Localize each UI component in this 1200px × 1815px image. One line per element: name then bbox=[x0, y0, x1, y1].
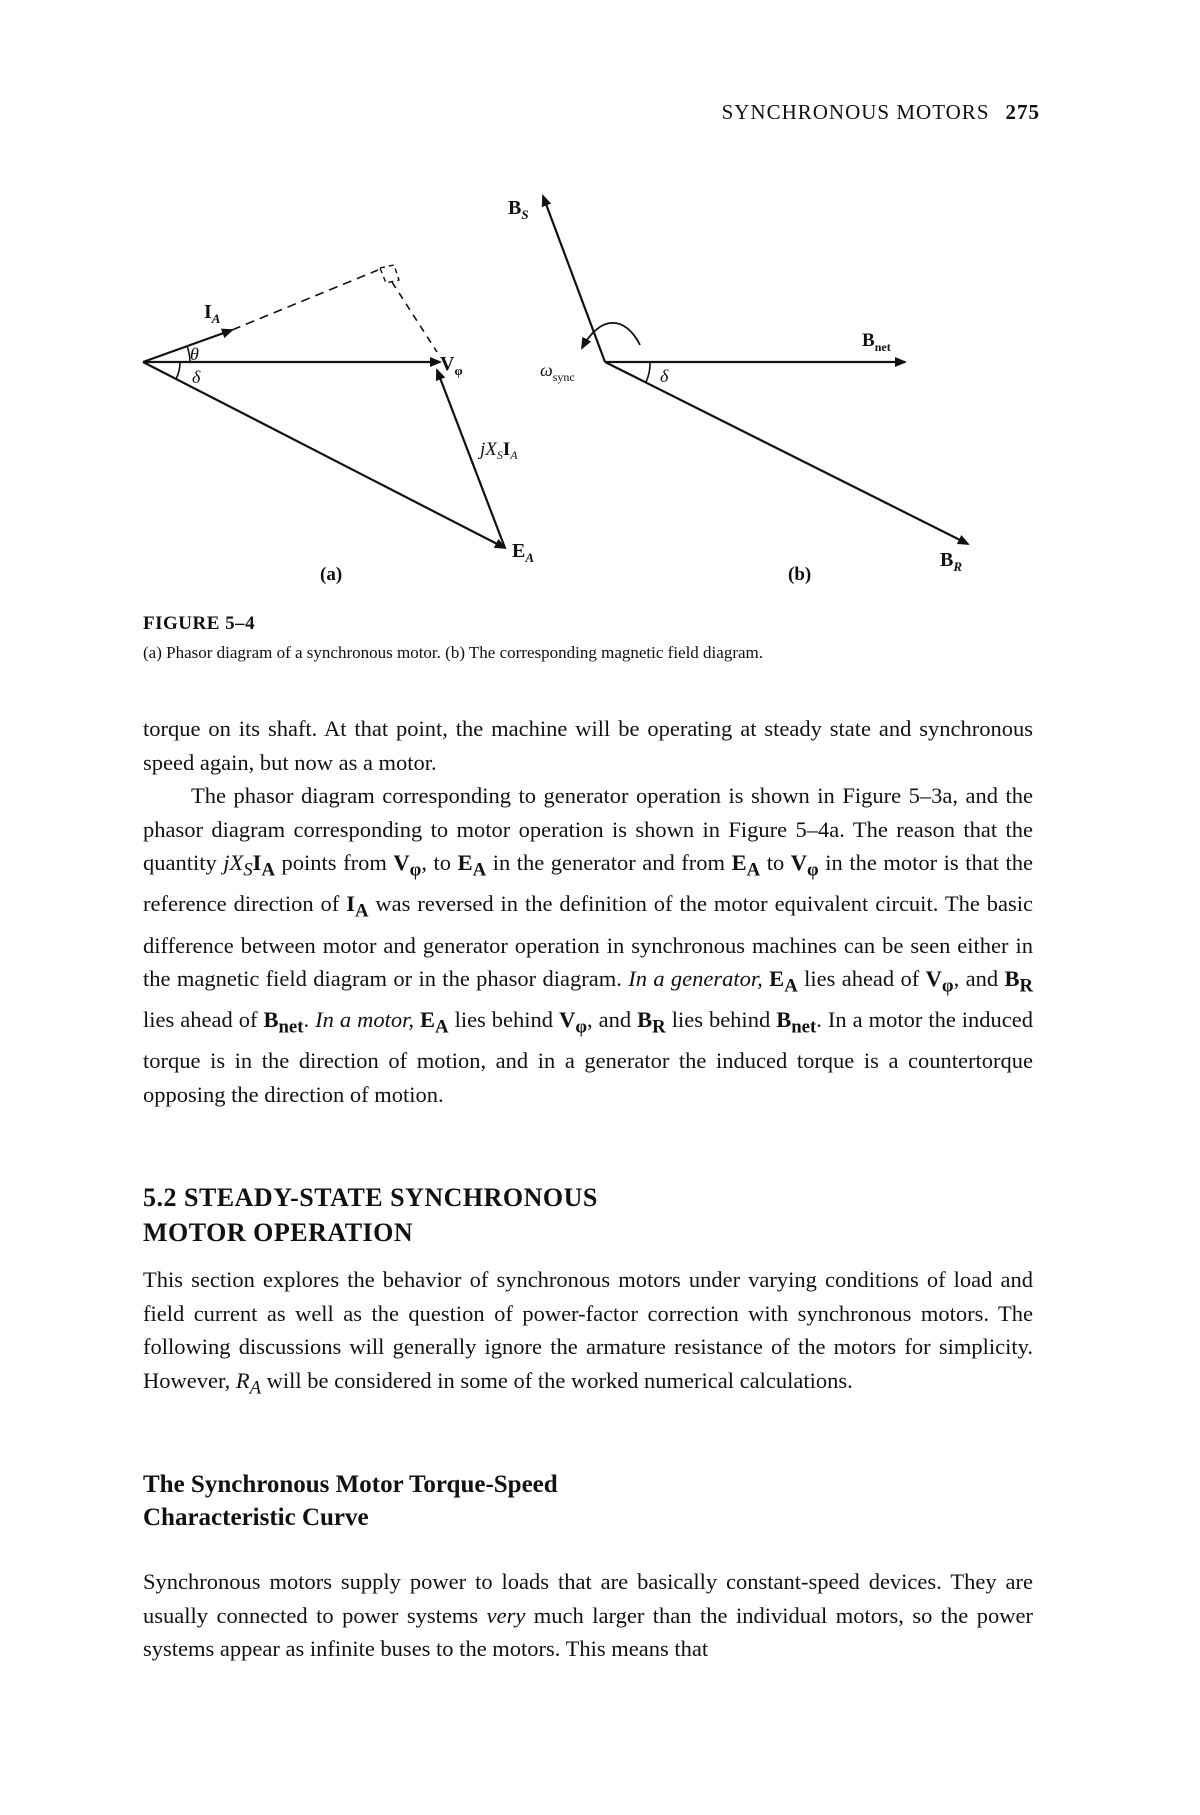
section-heading-line-2: MOTOR OPERATION bbox=[143, 1218, 414, 1247]
p2-italic-generator: In a generator, bbox=[628, 966, 770, 992]
paragraph-4 bbox=[143, 1565, 1033, 1666]
br-label: $B_R$ bbox=[940, 549, 963, 574]
field-diagram-b bbox=[543, 196, 968, 544]
vphi-term: $V_\varphi$ bbox=[393, 850, 422, 881]
omega-sync-label: $\omega_{sync}$ bbox=[540, 360, 575, 384]
p4-text-2: much larger than the individual motors, so the power systems appear as infinite buses to the motors. This means that bbox=[143, 1602, 1033, 1662]
phasor-diagram-a bbox=[143, 265, 505, 548]
p2-text-12: lies behind bbox=[448, 1007, 560, 1033]
figure-caption-title: FIGURE 5–4 bbox=[143, 613, 256, 634]
label-b: (b) bbox=[788, 564, 812, 585]
p3-text-2: will be considered in some of the worked numerical calculations. bbox=[261, 1367, 853, 1393]
p2-text-1: The phasor diagram corresponding to generator operation is shown in Figure 5–3a, and the phasor diagram corresponding to motor operation is shown in Figure 5–4a. The reason that the quantity bbox=[143, 783, 1033, 876]
vphi-term: $V_\varphi$ bbox=[790, 850, 819, 881]
ia-dashed-extension bbox=[232, 270, 378, 330]
p2-text-13: , and bbox=[587, 1007, 638, 1033]
ia-term: $I_A$ bbox=[346, 891, 369, 922]
vphi-term: $V_\varphi$ bbox=[559, 1007, 588, 1038]
right-angle-mark bbox=[380, 265, 399, 283]
section-heading bbox=[143, 1180, 598, 1250]
perpendicular-dashed bbox=[392, 282, 437, 352]
p2-text-4: in the generator and from bbox=[486, 850, 732, 876]
paragraph-3 bbox=[143, 1263, 1033, 1405]
br-term: $B_R$ bbox=[1004, 966, 1033, 997]
p2-text-5: to bbox=[760, 850, 791, 876]
running-title: SYNCHRONOUS MOTORS bbox=[721, 100, 990, 124]
p2-text-11: . bbox=[303, 1007, 316, 1033]
p2-text-14: lies behind bbox=[665, 1007, 777, 1033]
ea-term: $E_A$ bbox=[457, 850, 487, 881]
p2-italic-motor: In a motor, bbox=[315, 1007, 420, 1033]
br-term: $B_R$ bbox=[637, 1007, 666, 1038]
subsection-heading-line-1: The Synchronous Motor Torque-Speed bbox=[143, 1471, 558, 1498]
bnet-term: $B_{net}$ bbox=[263, 1007, 304, 1038]
p2-text-7: was reversed in the definition of the motor equivalent circuit. The basic difference between motor and generator operation in synchronous machines can be seen either in the magnetic field diagram or in the phasor diagram. bbox=[143, 891, 1033, 992]
bnet-term: $B_{net}$ bbox=[776, 1007, 817, 1038]
body-paragraphs bbox=[143, 712, 1033, 1112]
p2-text-15: . In a motor the induced torque is in the direction of motion, and in a generator the induced torque is a countertorque opposing the direction of motion. bbox=[143, 1007, 1034, 1107]
bs-vector bbox=[543, 196, 605, 362]
br-vector bbox=[605, 362, 968, 544]
p2-text-6: in the motor is that the reference direction of bbox=[143, 850, 1033, 917]
ea-term: $E_A$ bbox=[731, 850, 761, 881]
jxs-term: $jX_S$ bbox=[223, 850, 253, 881]
p2-text-3: , to bbox=[421, 850, 458, 876]
p2-text-2: points from bbox=[274, 850, 394, 876]
paragraph-1: torque on its shaft. At that point, the machine will be operating at steady state and synchronous speed again, but now as a motor. bbox=[143, 716, 1033, 775]
delta-arc-b bbox=[646, 362, 650, 382]
subsection-heading-line-2: Characteristic Curve bbox=[143, 1504, 369, 1531]
section-heading-line-1: 5.2 STEADY-STATE SYNCHRONOUS bbox=[143, 1183, 598, 1212]
ia-label: $I_A$ bbox=[204, 301, 221, 326]
theta-label: θ bbox=[190, 344, 199, 364]
delta-label-b: δ bbox=[660, 366, 669, 386]
ea-label: $E_A$ bbox=[512, 540, 535, 565]
ia-term: $I_A$ bbox=[252, 850, 275, 881]
p2-text-9: , and bbox=[953, 966, 1005, 992]
vphi-term: $V_\varphi$ bbox=[925, 966, 954, 997]
ra-term: $R_A$ bbox=[235, 1367, 262, 1399]
paragraph-2 bbox=[143, 779, 1033, 1111]
p4-italic-very: very bbox=[486, 1602, 526, 1628]
delta-label-a: δ bbox=[192, 367, 201, 387]
ea-term: $E_A$ bbox=[420, 1007, 449, 1038]
delta-arc bbox=[176, 362, 180, 379]
jxs-ia-label: $jX_SI_A$ bbox=[480, 439, 518, 462]
bnet-label: $B_{net}$ bbox=[862, 330, 891, 354]
figure-5-4 bbox=[0, 0, 1200, 600]
subsection-heading bbox=[143, 1468, 558, 1534]
label-a: (a) bbox=[320, 564, 343, 585]
subsection-paragraph bbox=[143, 1565, 1033, 1666]
p2-text-8: lies ahead of bbox=[797, 966, 926, 992]
figure-caption-text: (a) Phasor diagram of a synchronous motor. (b) The corresponding magnetic field diagram. bbox=[143, 643, 764, 662]
page-number: 275 bbox=[1005, 100, 1040, 124]
p4-text-1: Synchronous motors supply power to loads that are basically constant-speed devices. They are usually connected to power systems bbox=[143, 1569, 1033, 1628]
vphi-label: $V_\varphi$ bbox=[440, 353, 463, 378]
section-paragraph bbox=[143, 1263, 1033, 1405]
ea-phasor bbox=[143, 362, 505, 548]
bs-label: $B_S$ bbox=[508, 197, 529, 222]
ea-term: $E_A$ bbox=[769, 966, 798, 997]
p2-text-10: lies ahead of bbox=[143, 1007, 264, 1033]
p3-text-1: This section explores the behavior of synchronous motors under varying conditions of load and field current as well as the question of power-factor correction with synchronous motors. The following discussions will generally ignore the armature resistance of the motors for simplicity. However, bbox=[143, 1267, 1033, 1393]
